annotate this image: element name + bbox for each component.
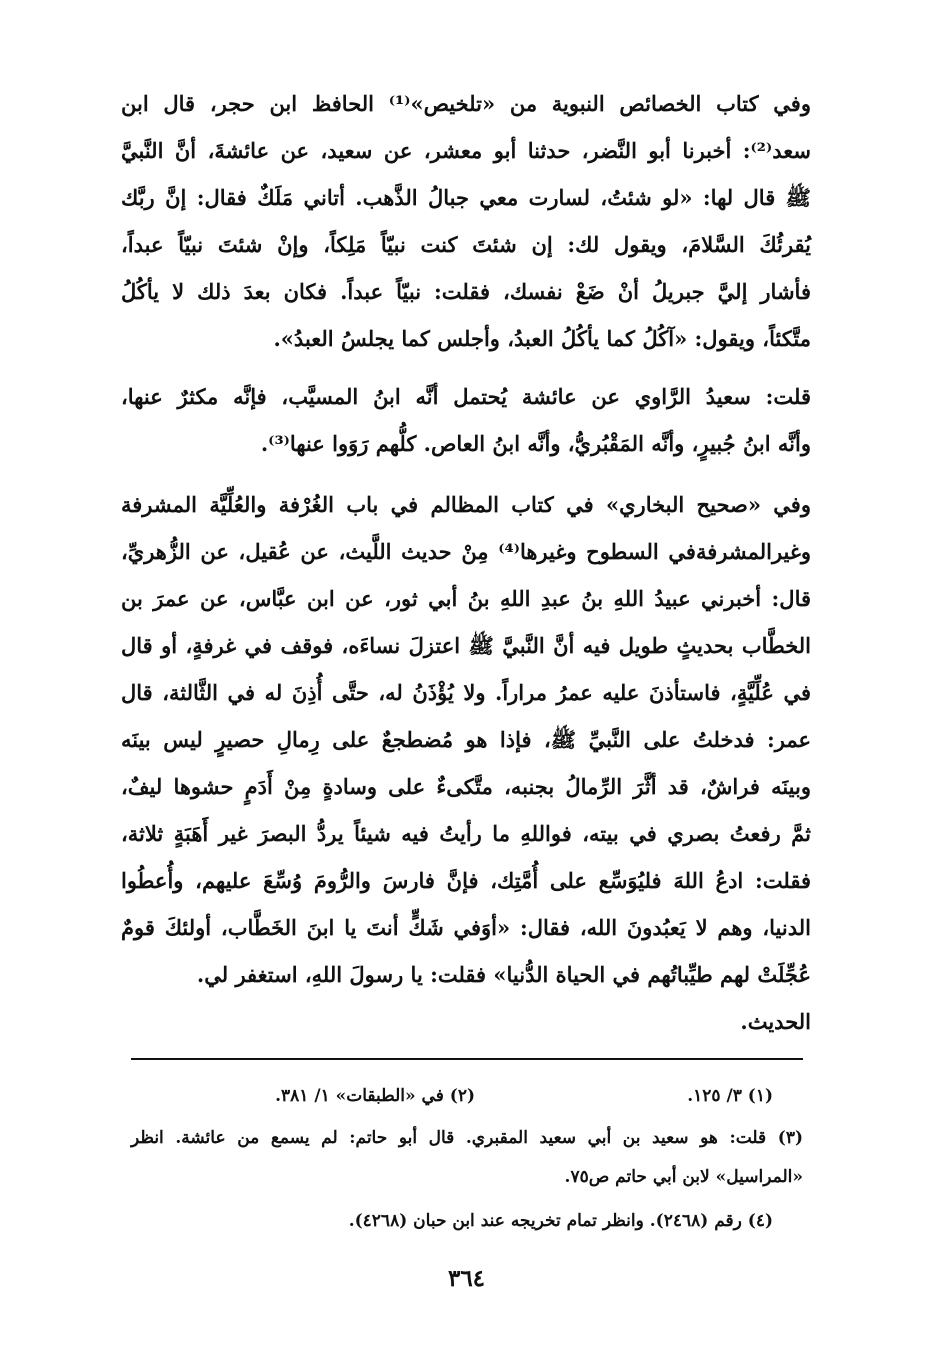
text-line: الدنيا، وهم لا يَعبُدونَ الله، فقال: «أوَفي شَكٍّ أنتَ يا ابنَ الخَطَّاب، أولئكَ قومٌ bbox=[121, 915, 811, 940]
text-line: وأنَّه ابنُ جُبيرٍ، وأنَّه المَقْبُريُّ، وأنَّه ابنُ العاص. كلُّهم رَوَوا عنها⁽³⁾. bbox=[260, 431, 811, 456]
paragraph-tabaqat-hadith bbox=[121, 80, 811, 362]
text-line: عُجِّلَتْ لهم طيِّباتُهم في الحياة الدُّنيا» فقلت: يا رسولَ اللهِ، استغفر لي. bbox=[196, 962, 811, 987]
text-line: ثمَّ رفعتُ بصري في بيته، فواللهِ ما رأيتُ فيه شيئاً يردُّ البصرَ غير أَهَبَةٍ ثلاثة، bbox=[121, 821, 811, 846]
text-line: الحديث. bbox=[740, 1009, 811, 1034]
text-line: ﷺ قال لها: «لو شئتُ، لسارت معي جبالُ الذَّهب. أتاني مَلَكٌ فقال: إنَّ ربَّك bbox=[121, 185, 811, 210]
text-line: قال: أخبرني عبيدُ اللهِ بنُ عبدِ اللهِ بنُ أبي ثور، عن ابن عبَّاس، عن عمرَ بن bbox=[121, 586, 811, 611]
text-line: وفي «صحيح البخاري» في كتاب المظالم في باب الغُرْفة والعُلِّيَّة المشرفة bbox=[121, 492, 811, 517]
footnote-1: (١) ٣/ ١٢٥. bbox=[687, 1086, 773, 1106]
text-line: متَّكئاً، ويقول: «آكُلُ كما يأكُلُ العبدُ، وأجلس كما يجلسُ العبدُ». bbox=[273, 326, 811, 351]
text-line: فأشار إليَّ جبريلُ أنْ ضَعْ نفسك، فقلت: نبيّاً عبداً. فكان بعدَ ذلك لا يأكُلُ bbox=[121, 279, 811, 304]
text-line: عمر: فدخلتُ على النَّبيِّ ﷺ، فإذا هو مُضطجعٌ على رِمالِ حصيرٍ ليس بينَه bbox=[121, 727, 811, 752]
text-line: وفي كتاب الخصائص النبوية من «تلخيص»⁽¹⁾ الحافظ ابن حجر، قال ابن bbox=[121, 91, 811, 116]
footnote-4: (٤) رقم (٢٤٦٨). وانظر تمام تخريجه عند ابن حبان (٤٢٦٨). bbox=[348, 1211, 773, 1231]
text-line: يُقرئُكَ السَّلامَ، ويقول لك: إن شئتَ كنت نبيّاً مَلِكاً، وإنْ شئتَ نبيّاً عبداً، bbox=[121, 232, 811, 257]
footnote-3: (٣) قلت: هو سعيد بن أبي سعيد المقبري. قال أبو حاتم: لم يسمع من عائشة. انظر bbox=[131, 1128, 803, 1148]
footnote-3-continued: «المراسيل» لابن أبي حاتم ص٧٥. bbox=[564, 1167, 803, 1187]
footnote-2: (٢) في «الطبقات» ١/ ٣٨١. bbox=[275, 1086, 475, 1106]
page-number: ٣٦٤ bbox=[447, 1265, 486, 1292]
paragraph-narrator-note bbox=[121, 373, 811, 467]
text-line: وبينَه فراشٌ، قد أثَّرَ الرِّمالُ بجنبه، متَّكىءٌ على وسادةٍ مِنْ أَدَمٍ حشوها ليفٌ، bbox=[121, 774, 811, 799]
paragraph-bukhari-hadith bbox=[121, 481, 811, 1045]
text-line: الخطَّاب بحديثٍ طويل فيه أنَّ النَّبيَّ ﷺ اعتزلَ نساءَه، فوقف في غرفةٍ، أو قال bbox=[121, 633, 811, 658]
text-line: فقلت: ادعُ اللهَ فليُوَسِّع على أُمَّتِك، فإنَّ فارسَ والرُّومَ وُسِّعَ عليهم، وأُعطُوا bbox=[121, 868, 811, 893]
text-line: قلت: سعيدُ الرَّاوي عن عائشة يُحتمل أنَّه ابنُ المسيَّب، فإنَّه مكثرٌ عنها، bbox=[121, 384, 811, 409]
text-line: سعد⁽²⁾: أخبرنا أبو النَّضر، حدثنا أبو معشر، عن سعيد، عن عائشةَ، أنَّ النَّبيَّ bbox=[121, 138, 811, 163]
text-line: وغيرالمشرفةفي السطوح وغيرها⁽⁴⁾ مِنْ حديث اللَّيث، عن عُقيل، عن الزُّهريِّ، bbox=[121, 539, 811, 564]
text-line: في عُلِّيَّةٍ، فاستأذنَ عليه عمرُ مراراً. ولا يُؤْذَنُ له، حتَّى أُذِنَ له في الثَّالثة، قال bbox=[121, 680, 811, 705]
footnote-separator bbox=[131, 1058, 803, 1060]
